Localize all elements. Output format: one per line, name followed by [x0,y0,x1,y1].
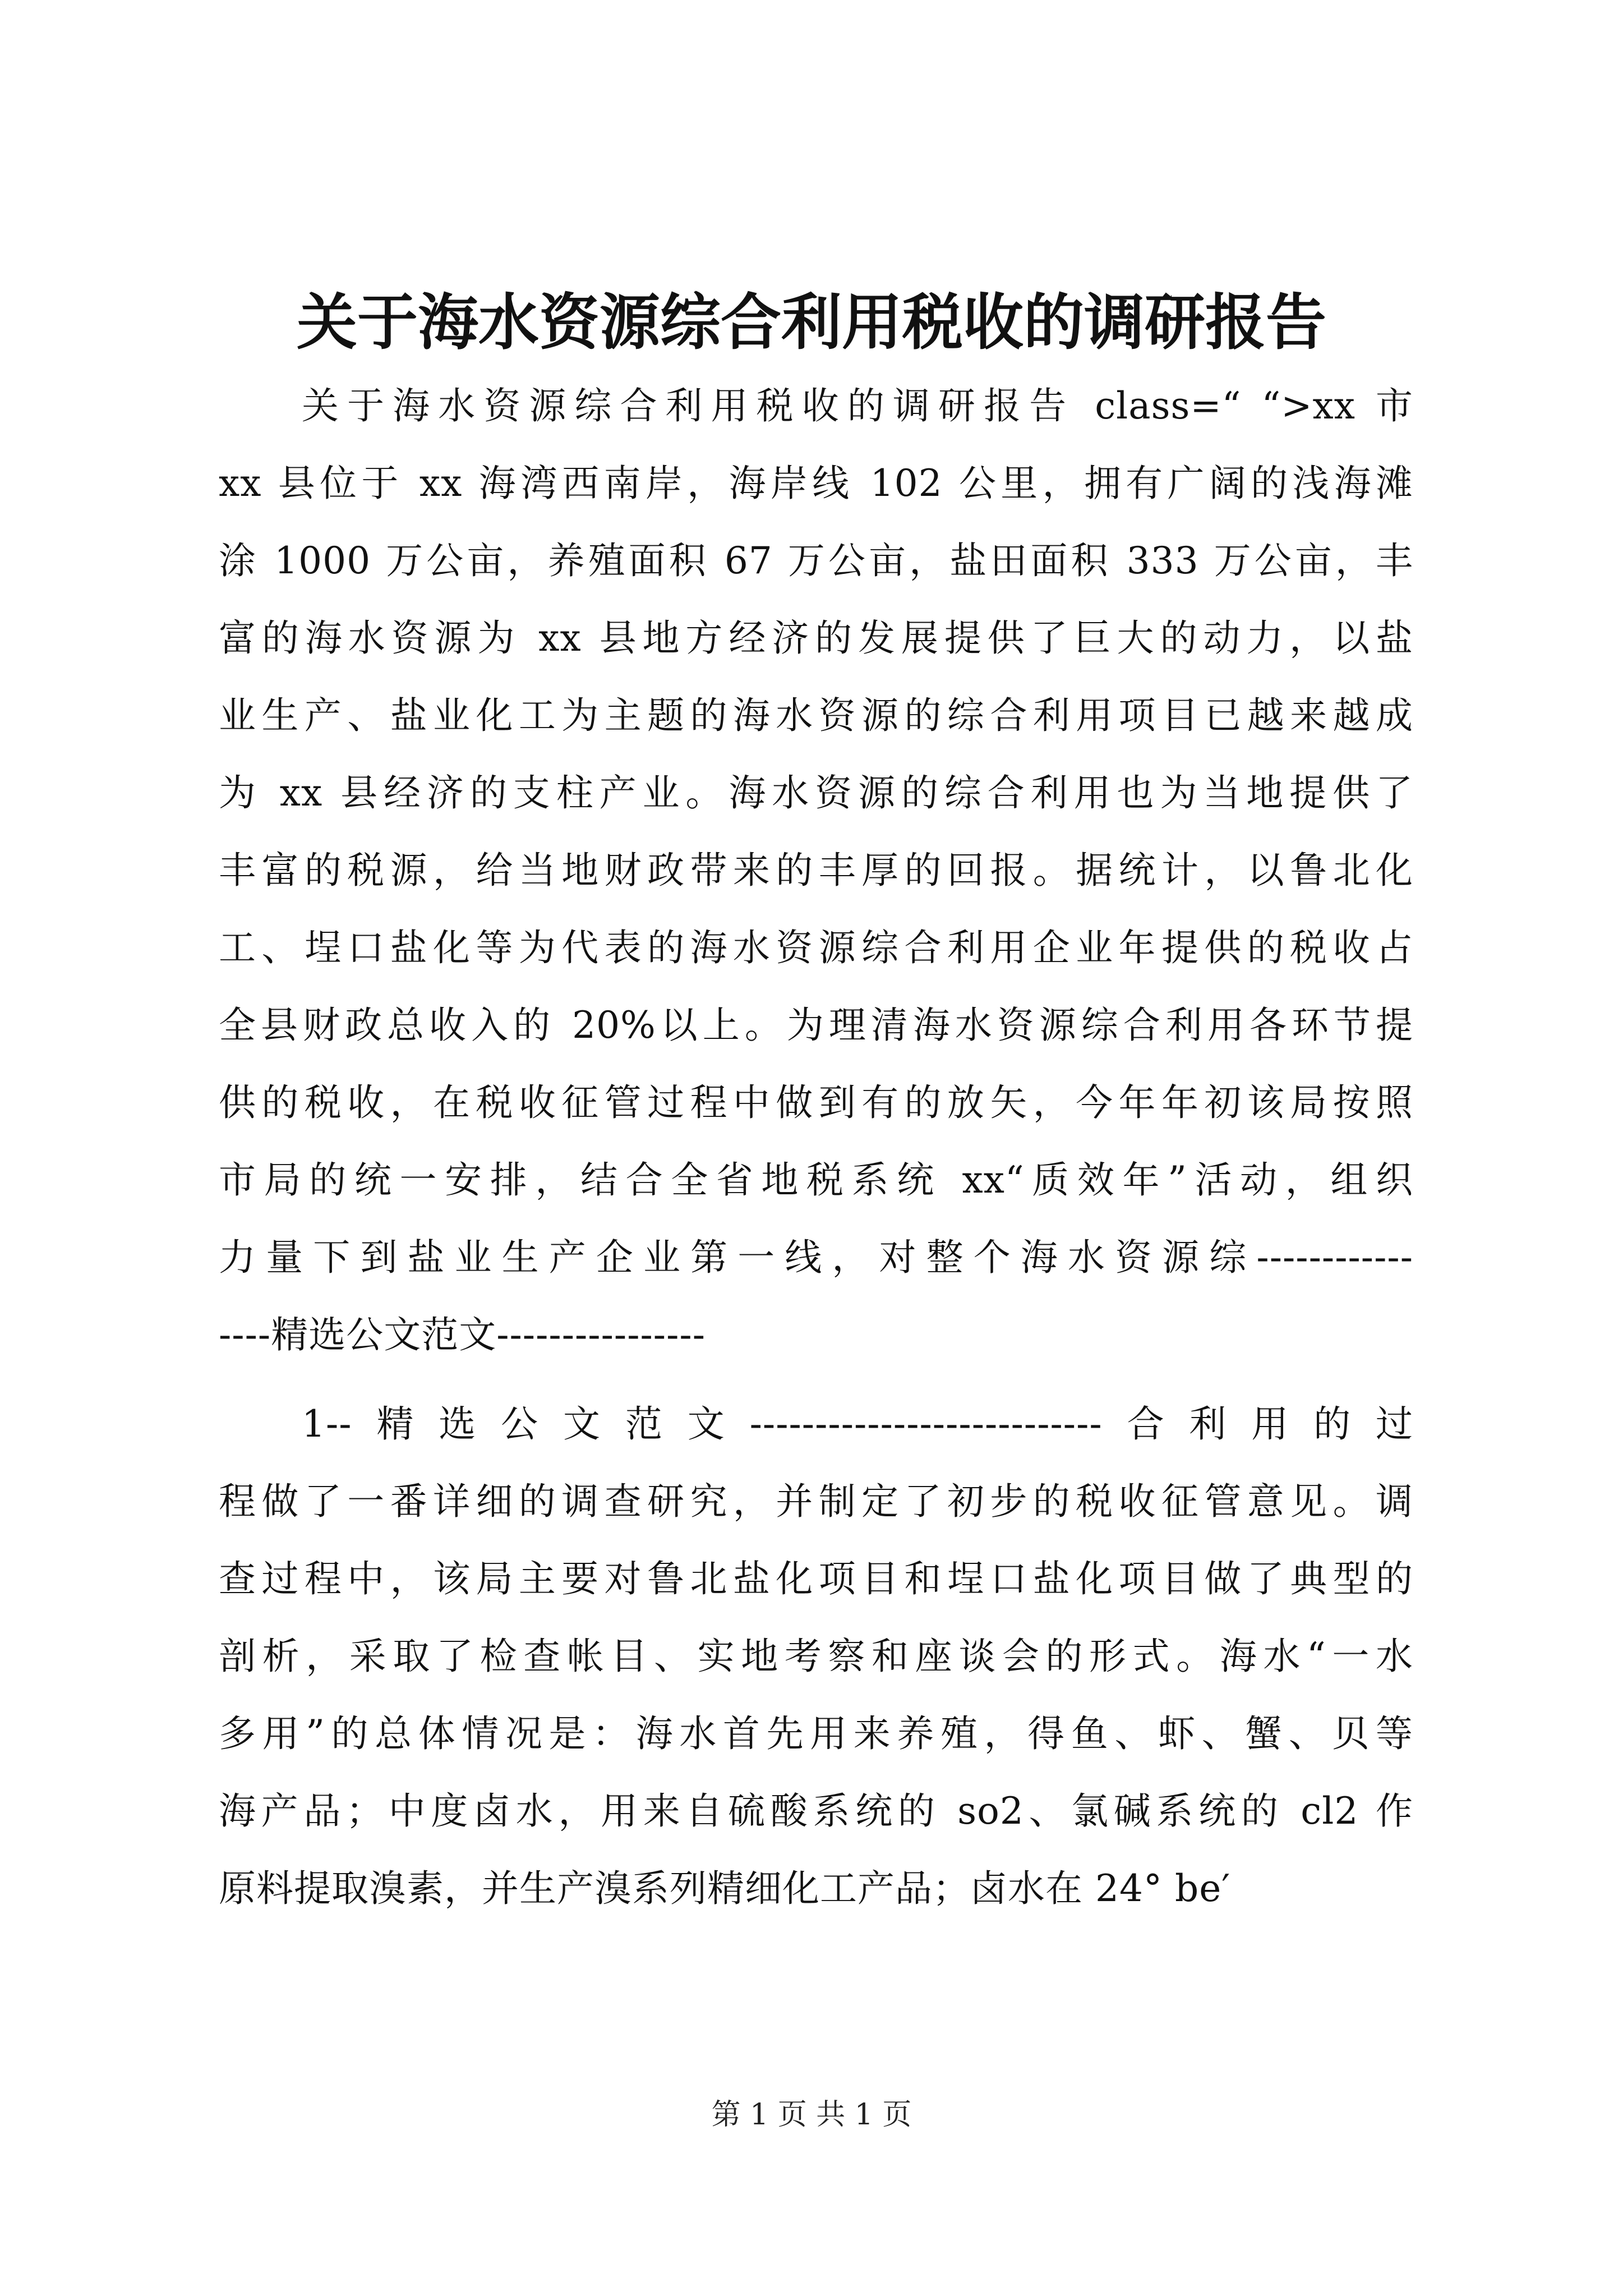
paragraph-line: ----精选公文范文---------------- [219,1313,706,1356]
paragraph-line: 工、埕口盐化等为代表的海水资源综合利用企业年提供的税收占 [219,926,1413,969]
paragraph-line: xx 县位于 xx 海湾西南岸，海岸线 102 公里，拥有广阔的浅海滩 [219,462,1413,505]
paragraph-line: 为 xx 县经济的支柱产业。海水资源的综合利用也为当地提供了 [219,771,1413,815]
paragraph-line: 全县财政总收入的 20%以上。为理清海水资源综合利用各环节提 [219,1004,1413,1047]
paragraph-line: 海产品；中度卤水，用来自硫酸系统的 so2、氯碱系统的 cl2 作 [219,1789,1413,1833]
document-title: 关于海水资源综合利用税收的调研报告 [296,287,1326,358]
paragraph-line: 查过程中，该局主要对鲁北盐化项目和埕口盐化项目做了典型的 [219,1557,1413,1600]
paragraph-line: 市局的统一安排，结合全省地税系统 xx“质效年”活动，组织 [219,1158,1413,1202]
paragraph-line: 供的税收，在税收征管过程中做到有的放矢，今年年初该局按照 [219,1081,1413,1124]
paragraph-line: 多用”的总体情况是：海水首先用来养殖，得鱼、虾、蟹、贝等 [219,1712,1413,1755]
paragraph-line: 涂 1000 万公亩，养殖面积 67 万公亩，盐田面积 333 万公亩，丰 [219,539,1413,582]
paragraph-line: 程做了一番详细的调查研究，并制定了初步的税收征管意见。调 [219,1480,1413,1523]
paragraph-line: 剖析，采取了检查帐目、实地考察和座谈会的形式。海水“一水 [219,1635,1413,1678]
page-footer: 第 1 页 共 1 页 [711,2098,912,2132]
paragraph-line: 富的海水资源为 xx 县地方经济的发展提供了巨大的动力，以盐 [219,616,1413,660]
paragraph-line: 1--精选公文范文---------------------------合利用的过 [302,1402,1413,1446]
paragraph-line: 力量下到盐业生产企业第一线，对整个海水资源综------------ [219,1236,1413,1279]
paragraph-line: 原料提取溴素，并生产溴系列精细化工产品；卤水在 24° be′ [219,1867,1231,1910]
paragraph-line: 业生产、盐业化工为主题的海水资源的综合利用项目已越来越成 [219,694,1413,737]
paragraph-line: 丰富的税源，给当地财政带来的丰厚的回报。据统计，以鲁北化 [219,849,1413,892]
paragraph-line: 关于海水资源综合利用税收的调研报告 class=“ “>xx 市 [302,384,1413,427]
